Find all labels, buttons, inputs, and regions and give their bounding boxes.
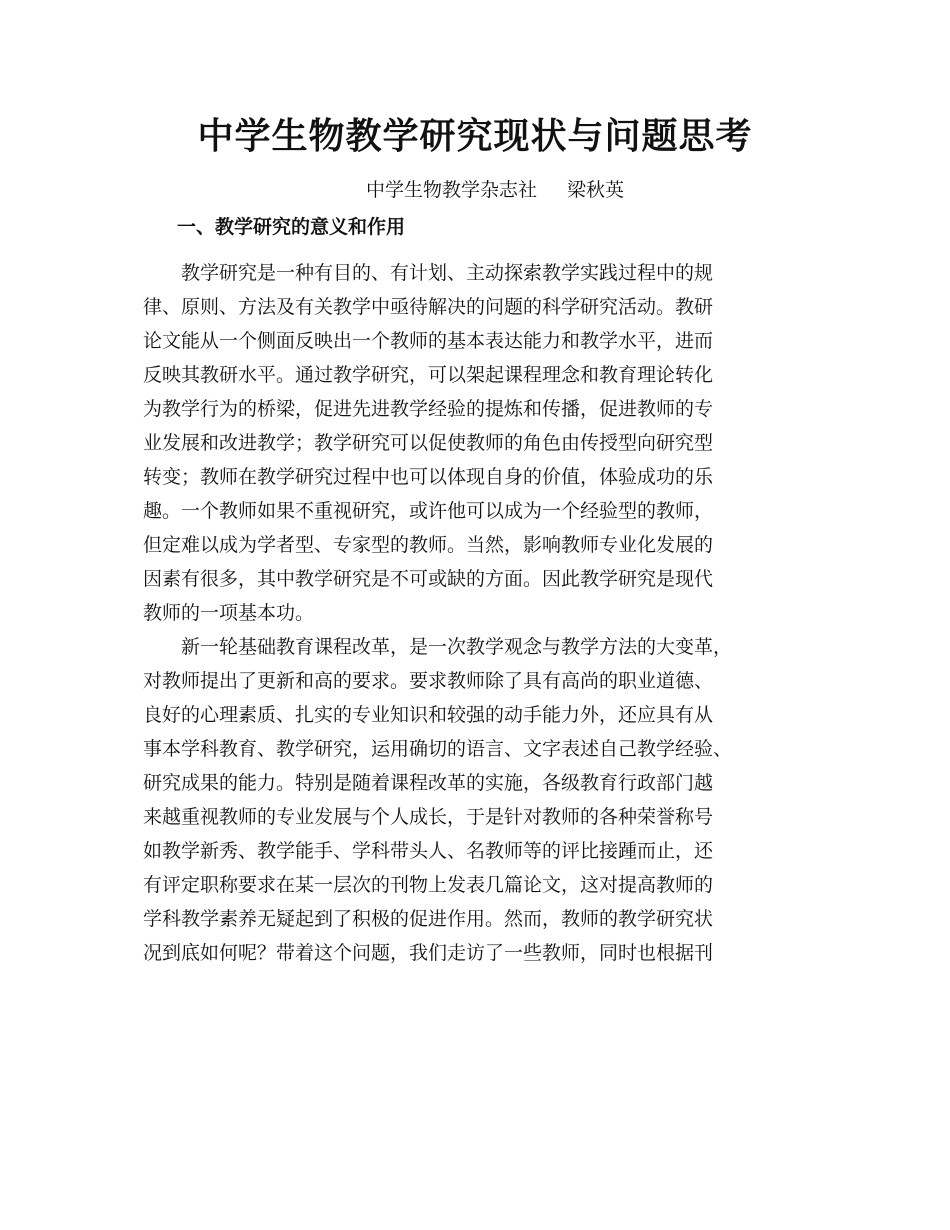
text-line: 但定难以成为学者型、专家型的教师。当然，影响教师专业化发展的 [143,534,714,556]
document-title: 中学生物教学研究现状与问题思考 [197,116,753,157]
text-line: 来越重视教师的专业发展与个人成长，于是针对教师的各种荣誉称号 [143,806,714,828]
text-line: 新一轮基础教育课程改革，是一次教学观念与教学方法的大变革， [143,636,733,658]
text-line: 如教学新秀、教学能手、学科带头人、名教师等的评比接踵而止，还 [143,840,714,862]
paragraph-1 [143,256,823,630]
byline [0,176,950,204]
text-line: 况到底如何呢？带着这个问题，我们走访了一些教师，同时也根据刊 [143,942,714,964]
byline-organization: 中学生物教学杂志社 [365,179,537,201]
text-line: 良好的心理素质、扎实的专业知识和较强的动手能力外，还应具有从 [143,704,714,726]
text-line: 业发展和改进教学；教学研究可以促使教师的角色由传授型向研究型 [143,432,714,454]
text-line: 因素有很多，其中教学研究是不可或缺的方面。因此教学研究是现代 [143,568,714,590]
text-line: 论文能从一个侧面反映出一个教师的基本表达能力和教学水平，进而 [143,330,714,352]
text-line: 有评定职称要求在某一层次的刊物上发表几篇论文，这对提高教师的 [143,874,714,896]
text-line: 律、原则、方法及有关教学中亟待解决的问题的科学研究活动。教研 [143,296,714,318]
text-line: 转变；教师在教学研究过程中也可以体现自身的价值，体验成功的乐 [143,466,714,488]
text-line: 学科教学素养无疑起到了积极的促进作用。然而，教师的教学研究状 [143,908,714,930]
text-line: 趣。一个教师如果不重视研究，或许他可以成为一个经验型的教师， [143,500,714,522]
byline-author: 梁秋英 [567,179,625,201]
text-line: 教学研究是一种有目的、有计划、主动探索教学实践过程中的规 [143,262,714,284]
text-line: 反映其教研水平。通过教学研究，可以架起课程理念和教育理论转化 [143,364,714,386]
text-line: 对教师提出了更新和高的要求。要求教师除了具有高尚的职业道德、 [143,670,714,692]
body-text [143,256,823,970]
paragraph-2 [143,630,823,970]
text-line: 研究成果的能力。特别是随着课程改革的实施，各级教育行政部门越 [143,772,714,794]
text-line: 事本学科教育、教学研究，运用确切的语言、文字表述自己教学经验、 [143,738,733,760]
section-heading: 一、教学研究的意义和作用 [177,216,406,238]
text-line: 为教学行为的桥梁，促进先进教学经验的提炼和传播，促进教师的专 [143,398,714,420]
text-line: 教师的一项基本功。 [143,602,315,624]
